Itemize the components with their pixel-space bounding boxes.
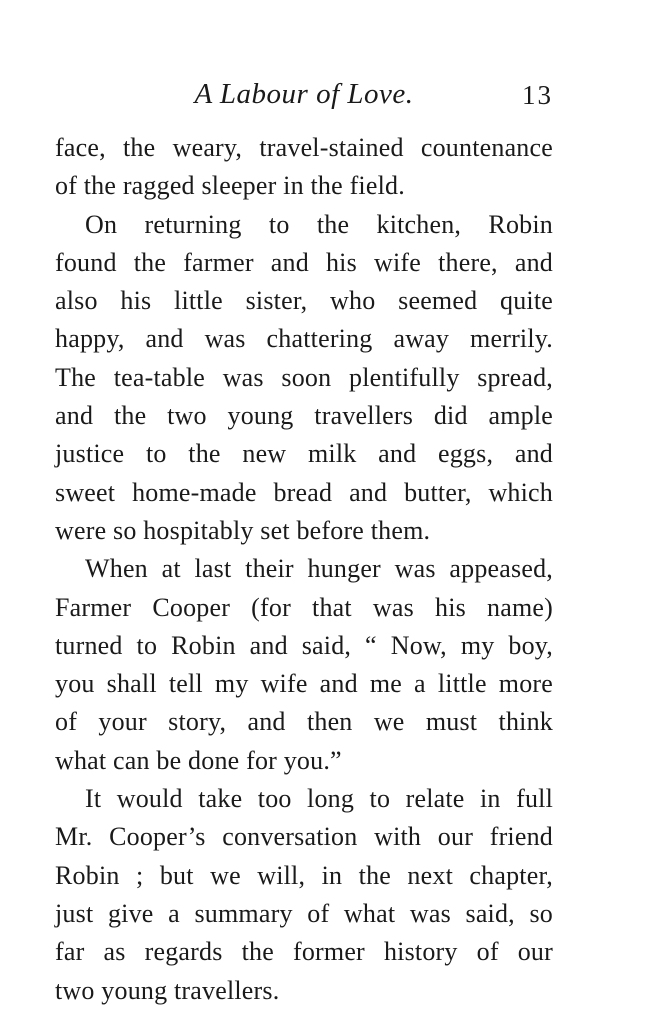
text-line: It would take too long to relate in full xyxy=(85,784,553,814)
text-line: justice to the new milk and eggs, and xyxy=(55,439,553,469)
text-line: face, the weary, travel-stained countenance xyxy=(55,133,553,162)
text-line: sweet home-made bread and butter, which xyxy=(55,477,553,507)
text-line: far as regards the former history of our xyxy=(55,937,553,967)
text-line: of your story, and then we must think xyxy=(55,707,553,737)
text-line: On returning to the kitchen, Robin xyxy=(85,209,553,239)
text-line: two young travellers. xyxy=(55,975,280,1005)
text-line: found the farmer and his wife there, and xyxy=(55,247,553,277)
body-text xyxy=(55,129,553,1010)
text-line: When at last their hunger was appeased, xyxy=(85,554,553,584)
text-line: happy, and was chattering away merrily. xyxy=(55,324,553,354)
running-title: A Labour of Love. xyxy=(194,78,414,110)
text-line: Farmer Cooper (for that was his name) xyxy=(55,592,553,622)
running-head xyxy=(55,78,553,118)
text-line: were so hospitably set before them. xyxy=(55,515,431,545)
text-line: what can be done for you.” xyxy=(55,745,342,775)
page-number: 13 xyxy=(522,80,553,110)
text-line: Robin ; but we will, in the next chapter, xyxy=(55,860,553,890)
text-line: The tea-table was soon plentifully spread, xyxy=(55,362,553,392)
text-line: also his little sister, who seemed quite xyxy=(55,286,553,316)
text-line: you shall tell my wife and me a little more xyxy=(55,669,553,699)
text-line: of the ragged sleeper in the field. xyxy=(55,171,405,201)
text-line: Mr. Cooper’s conversation with our friend xyxy=(55,822,553,852)
text-line: and the two young travellers did ample xyxy=(55,401,553,431)
text-line: just give a summary of what was said, so xyxy=(55,898,553,928)
text-line: turned to Robin and said, “ Now, my boy, xyxy=(55,630,553,660)
